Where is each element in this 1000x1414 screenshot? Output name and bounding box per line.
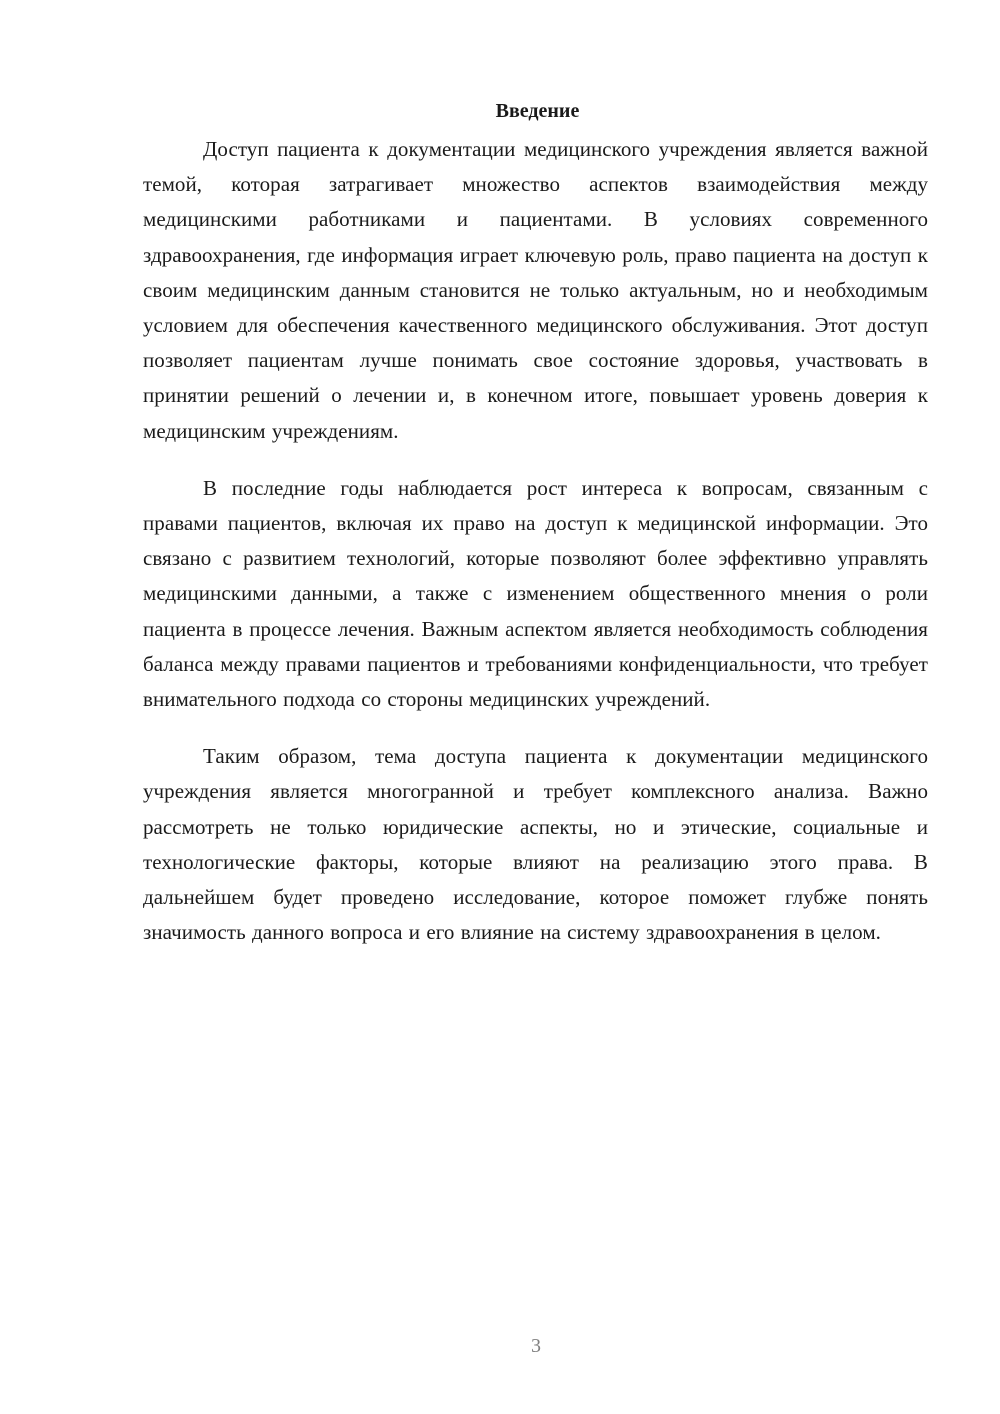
section-heading: Введение — [495, 100, 580, 122]
paragraph-3: Таким образом, тема доступа пациента к документации медицинского учреждения является многогранной и требует комплексного анализа. Важно рассмотреть не только юридические аспекты, но и этические, социальные и технологические факторы, которые влияют на реализацию этого права. В дальнейшем будет проведено исследование, которое поможет глубже понять значимость данного вопроса и его влияние на систему здравоохранения в целом. — [143, 744, 928, 945]
paragraph-1: Доступ пациента к документации медицинского учреждения является важной темой, которая затрагивает множество аспектов взаимодействия между медицинскими работниками и пациентами. В условиях современного здравоохранения, где информация играет ключевую роль, право пациента на доступ к своим медицинским данным становится не только актуальным, но и необходимым условием для обеспечения качественного медицинского обслуживания. Этот доступ позволяет пациентам лучше понимать свое состояние здоровья, участвовать в принятии решений о лечении и, в конечном итоге, повышает уровень доверия к медицинским учреждениям. — [143, 137, 928, 443]
paragraph-2: В последние годы наблюдается рост интереса к вопросам, связанным с правами пациентов, включая их право на доступ к медицинской информации. Это связано с развитием технологий, которые позволяют более эффективно управлять медицинскими данными, а также с изменением общественного мнения о роли пациента в процессе лечения. Важным аспектом является необходимость соблюдения баланса между правами пациентов и требованиями конфиденциальности, что требует внимательного подхода со стороны медицинских учреждений. — [143, 475, 928, 712]
page-number: 3 — [531, 1335, 541, 1357]
page-content — [143, 96, 928, 972]
